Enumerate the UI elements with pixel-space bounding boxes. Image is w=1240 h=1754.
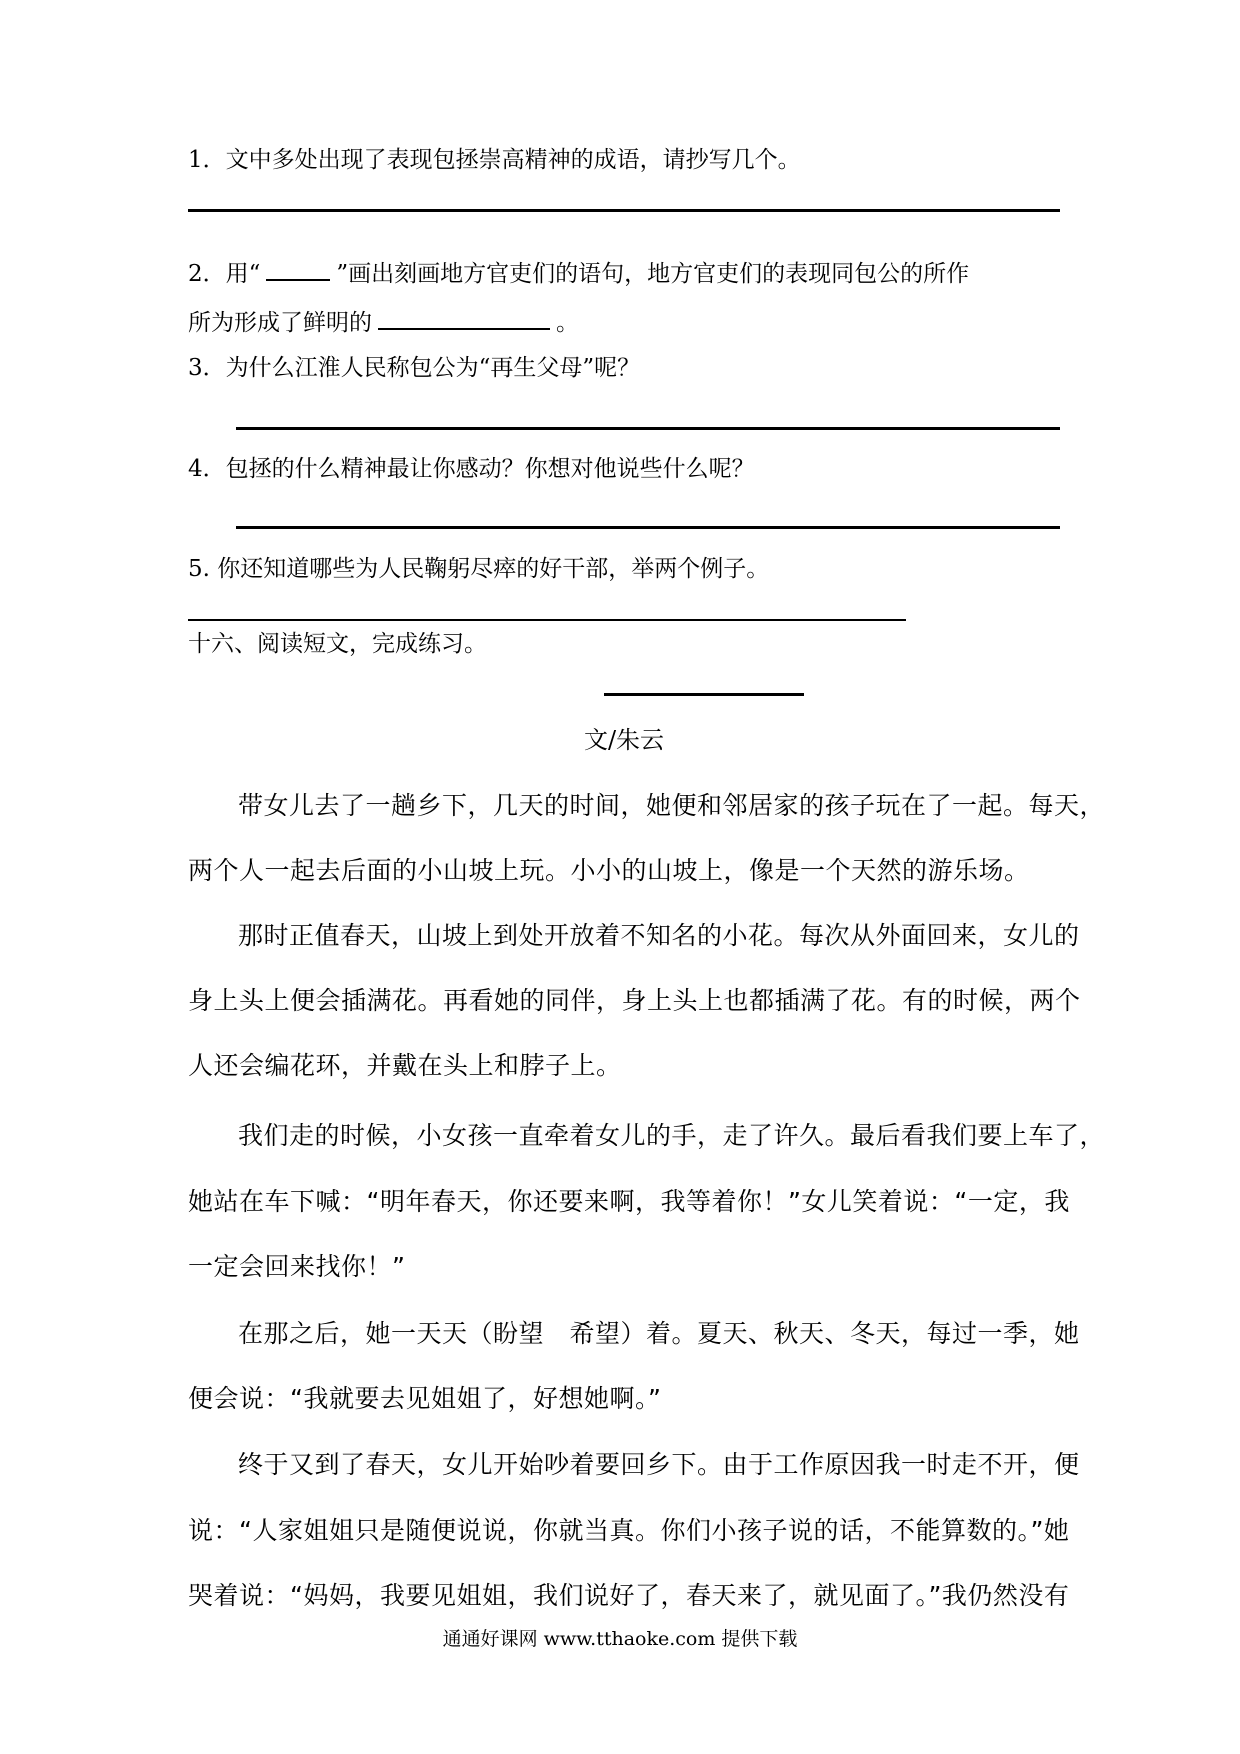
passage-line: 我们走的时候，小女孩一直牵着女儿的手，走了许久。最后看我们要上车了， bbox=[238, 1121, 1106, 1150]
answer-line-3 bbox=[236, 427, 1060, 430]
passage-line: 终于又到了春天，女儿开始吵着要回乡下。由于工作原因我一时走不开，便 bbox=[238, 1450, 1080, 1479]
question-5: 5. 你还知道哪些为人民鞠躬尽瘁的好干部，举两个例子。 bbox=[188, 556, 770, 582]
question-4: 4．包拯的什么精神最让你感动？你想对他说些什么呢？ bbox=[188, 456, 755, 482]
passage-line: 说：“人家姐姐只是随便说说，你就当真。你们小孩子说的话，不能算数的。”她 bbox=[188, 1516, 1070, 1545]
question-2-mid: ”画出刻画地方官吏们的语句，地方官吏们的表现同包公的所作 bbox=[336, 261, 970, 287]
passage-line: 那时正值春天，山坡上到处开放着不知名的小花。每次从外面回来，女儿的 bbox=[238, 921, 1080, 950]
fill-in-blank bbox=[378, 304, 550, 330]
answer-line-4 bbox=[236, 526, 1060, 529]
passage-title-blank bbox=[604, 693, 804, 696]
passage-line: 身上头上便会插满花。再看她的同伴，身上头上也都插满了花。有的时候，两个 bbox=[188, 986, 1081, 1015]
answer-line-1 bbox=[188, 209, 1060, 212]
passage-line: 人还会编花环，并戴在头上和脖子上。 bbox=[188, 1051, 622, 1080]
passage-line: 便会说：“我就要去见姐姐了，好想她啊。” bbox=[188, 1384, 662, 1413]
answer-line-5 bbox=[188, 619, 906, 621]
question-2-period: 。 bbox=[556, 310, 579, 336]
page-footer: 通通好课网 www.tthaoke.com 提供下载 bbox=[442, 1628, 798, 1650]
passage-line: 两个人一起去后面的小山坡上玩。小小的山坡上，像是一个天然的游乐场。 bbox=[188, 856, 1030, 885]
passage-line: 在那之后，她一天天（盼望 希望）着。夏天、秋天、冬天，每过一季，她 bbox=[238, 1319, 1080, 1348]
passage-author: 文/朱云 bbox=[583, 726, 665, 754]
question-2-cont bbox=[188, 304, 1060, 339]
section-heading: 十六、阅读短文，完成练习。 bbox=[188, 631, 487, 657]
question-3: 3．为什么江淮人民称包公为“再生父母”呢？ bbox=[188, 355, 641, 381]
question-2-start: 2．用“ bbox=[188, 261, 261, 287]
passage-line: 她站在车下喊：“明年春天，你还要来啊，我等着你！”女儿笑着说：“一定，我 bbox=[188, 1187, 1070, 1216]
passage-line: 哭着说：“妈妈，我要见姐姐，我们说好了，春天来了，就见面了。”我仍然没有 bbox=[188, 1581, 1070, 1610]
passage-line: 一定会回来找你！” bbox=[188, 1252, 406, 1281]
underline-marker-blank bbox=[266, 255, 330, 281]
question-1: 1．文中多处出现了表现包拯崇高精神的成语，请抄写几个。 bbox=[188, 147, 801, 173]
question-2-end: 所为形成了鲜明的 bbox=[188, 310, 372, 336]
passage-line: 带女儿去了一趟乡下，几天的时间，她便和邻居家的孩子玩在了一起。每天， bbox=[238, 791, 1106, 820]
question-2 bbox=[188, 255, 1060, 290]
